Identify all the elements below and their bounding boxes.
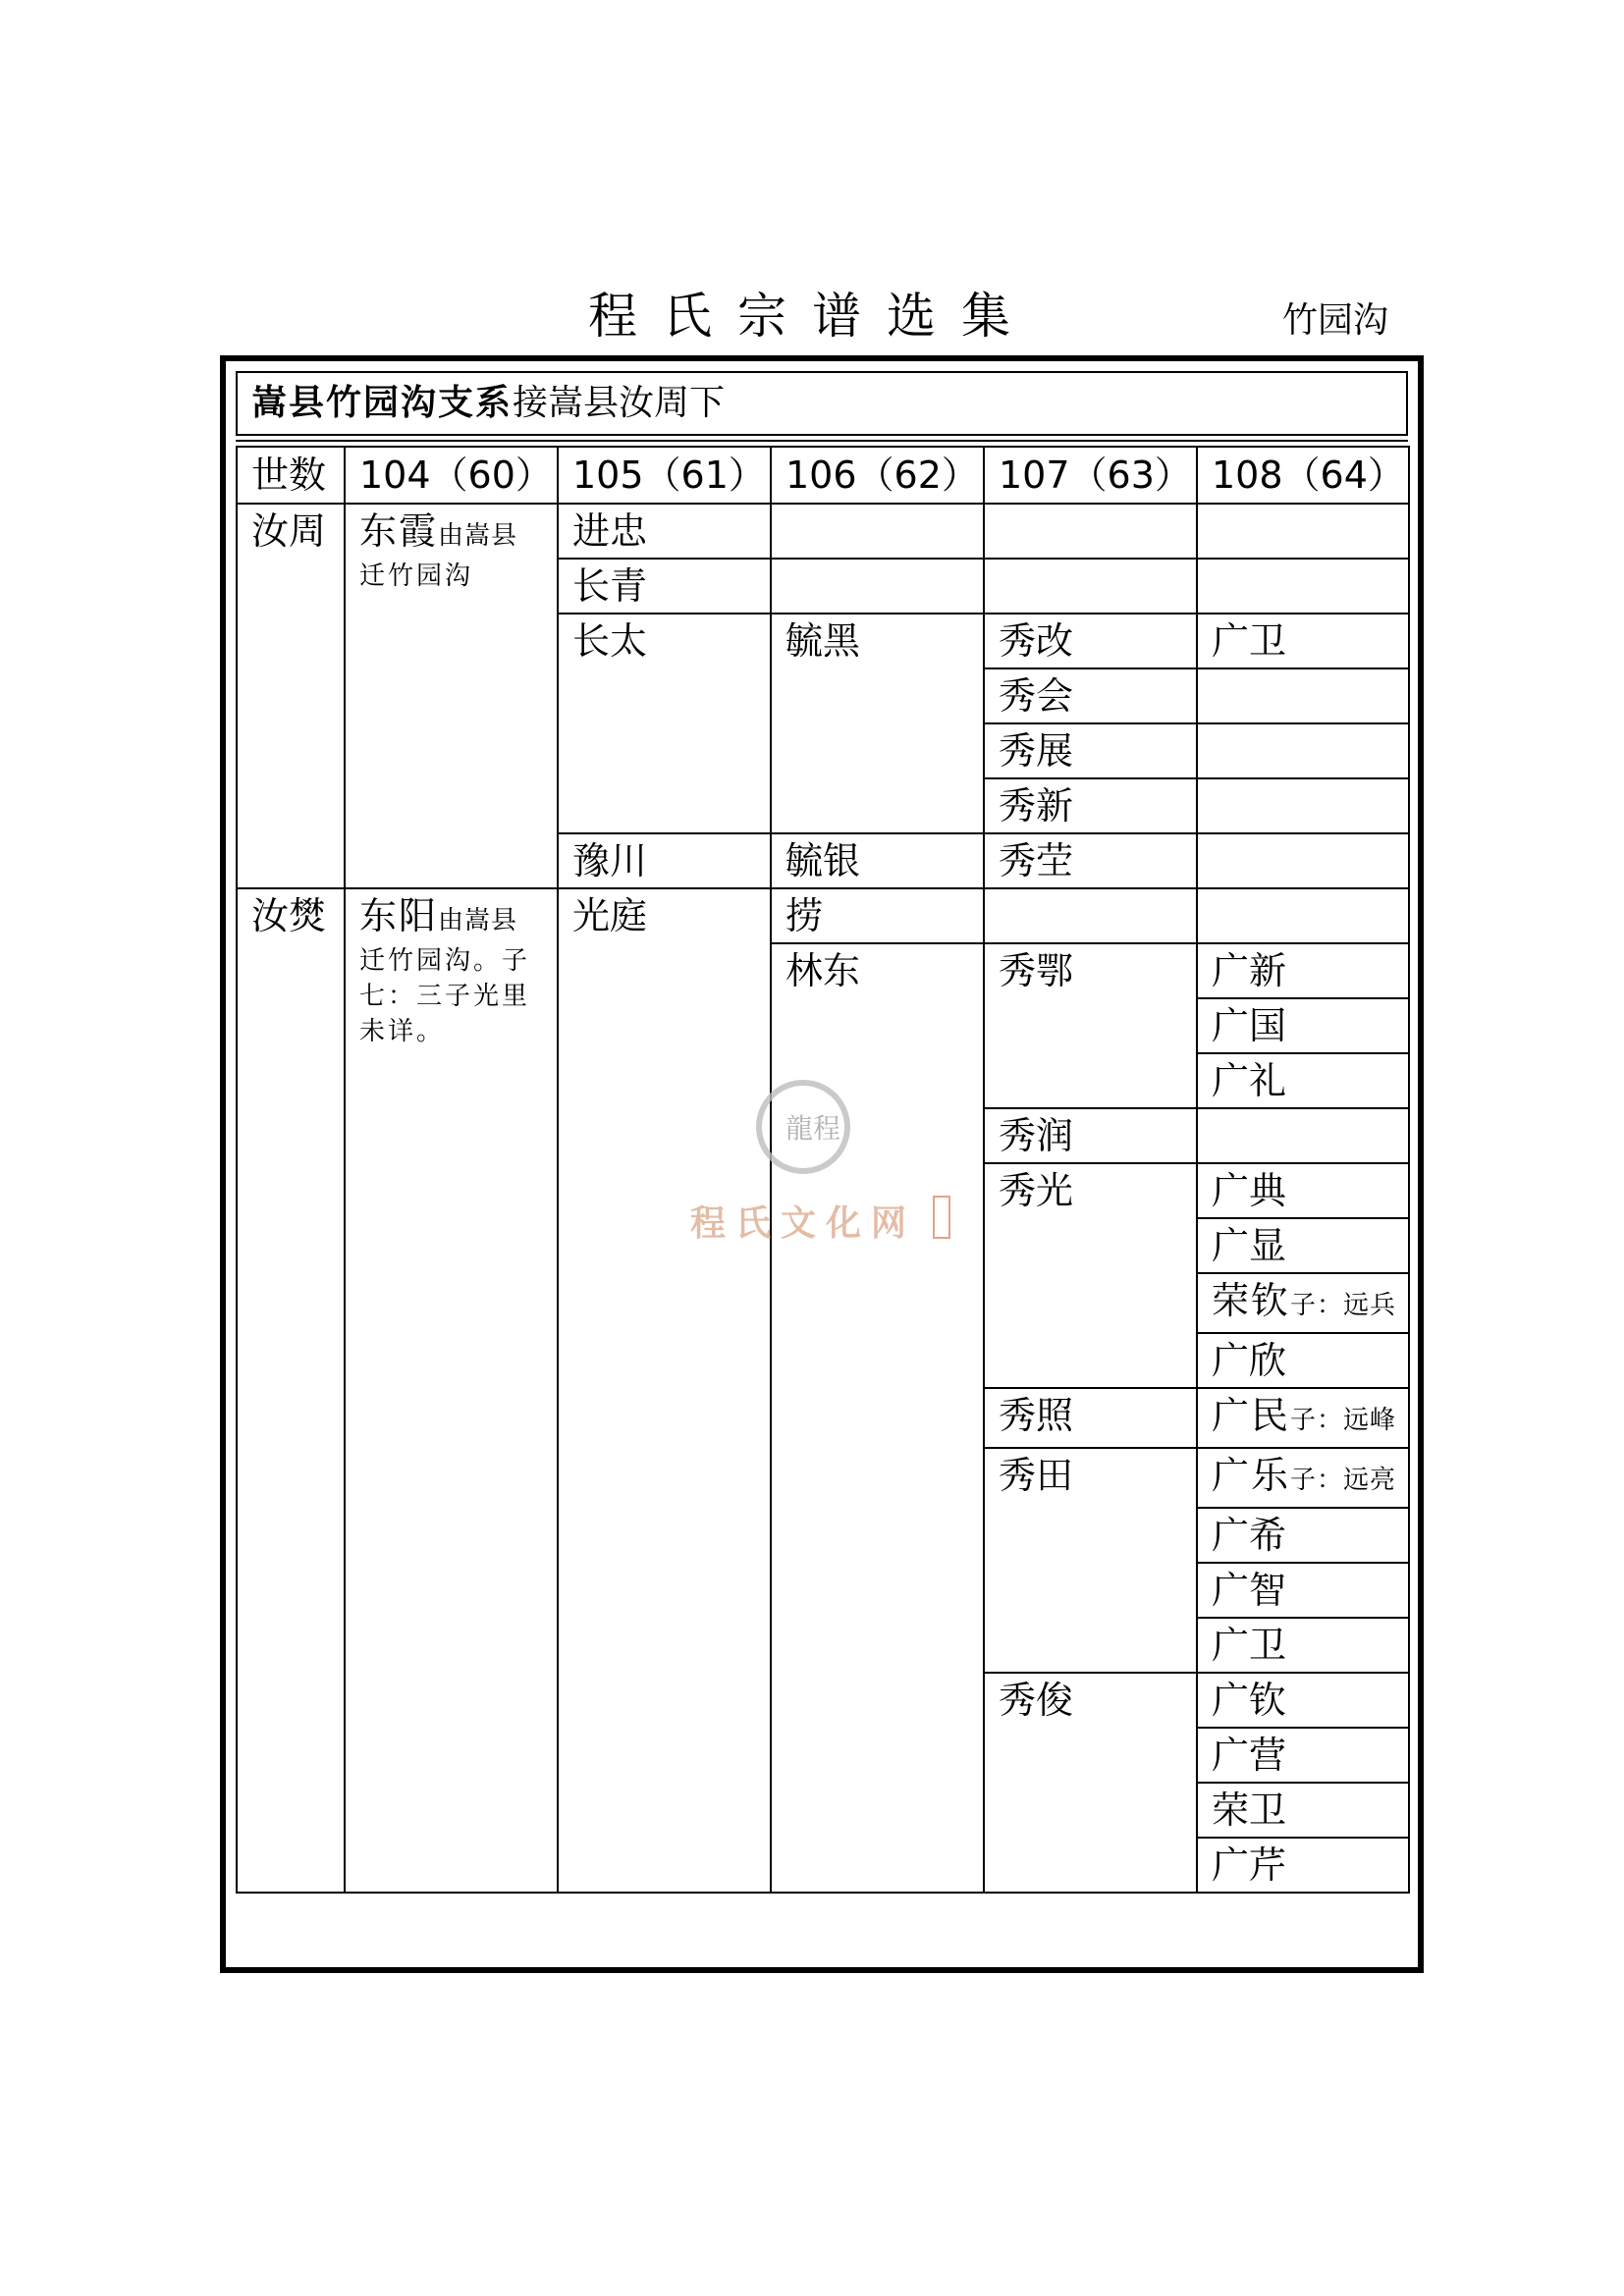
empty-cell: [1197, 833, 1409, 888]
person-cell: 秀鄂: [984, 943, 1197, 1108]
person-cell: 秀俊: [984, 1673, 1197, 1893]
person-cell: 广钦: [1197, 1673, 1409, 1728]
page-corner-label: 竹园沟: [1282, 300, 1389, 341]
person-cell: 秀展: [984, 723, 1197, 778]
branch-banner: [236, 371, 1408, 436]
person-name: 东霞: [359, 509, 439, 553]
person-cell: 广显: [1197, 1218, 1409, 1273]
person-cell: 秀光: [984, 1163, 1197, 1388]
branch2-root: [345, 888, 558, 1893]
person-note: 由嵩县: [438, 906, 518, 935]
watermark-seal-chars: 龍程: [785, 1112, 841, 1145]
empty-cell: [984, 559, 1197, 614]
person-note: 子：远峰: [1290, 1406, 1397, 1435]
person-cell: [1197, 1388, 1409, 1448]
person-name: 东阳: [359, 894, 439, 937]
branch1-root: [345, 504, 558, 888]
person-cell: 秀润: [984, 1108, 1197, 1163]
header-generation: 世数: [237, 447, 345, 504]
person-cell: 广国: [1197, 998, 1409, 1053]
empty-cell: [1197, 668, 1409, 723]
person-note: 子：远亮: [1290, 1466, 1397, 1495]
person-cell: 广营: [1197, 1728, 1409, 1783]
person-cell: [1197, 1448, 1409, 1508]
header-gen-105: 105（61）: [558, 447, 771, 504]
person-name: 广民: [1212, 1394, 1291, 1437]
branch-link: 接嵩县汝周下: [513, 383, 726, 423]
person-cell: 广礼: [1197, 1053, 1409, 1108]
person-cell: 秀茔: [984, 833, 1197, 888]
person-cell: 广卫: [1197, 1618, 1409, 1673]
person-cell: 荣卫: [1197, 1783, 1409, 1838]
person-cell: 长太: [558, 614, 771, 833]
divider: [236, 440, 1408, 442]
person-cell: 秀新: [984, 778, 1197, 833]
person-cell: 豫川: [558, 833, 771, 888]
person-cell: 林东: [771, 943, 984, 1893]
empty-cell: [1197, 723, 1409, 778]
watermark-seal: [756, 1080, 850, 1174]
empty-cell: [1197, 504, 1409, 559]
person-cell: 广智: [1197, 1563, 1409, 1618]
person-cell: 秀照: [984, 1388, 1197, 1448]
person-name: 荣钦: [1212, 1279, 1291, 1322]
person-cell: 毓银: [771, 833, 984, 888]
empty-cell: [771, 559, 984, 614]
empty-cell: [1197, 778, 1409, 833]
page-title: 程氏宗谱选集: [588, 288, 1036, 345]
person-note: 迁竹园沟: [359, 561, 474, 591]
person-cell: 广芹: [1197, 1838, 1409, 1893]
branch-title: 嵩县竹园沟支系: [251, 383, 514, 423]
branch2-gen-label: 汝燓: [237, 888, 345, 1893]
person-cell: 捞: [771, 888, 984, 943]
person-cell: 进忠: [558, 504, 771, 559]
watermark-text: 程氏文化网: [690, 1203, 917, 1244]
person-cell: [1197, 1273, 1409, 1333]
person-cell: 秀田: [984, 1448, 1197, 1673]
person-cell: 广新: [1197, 943, 1409, 998]
empty-cell: [1197, 559, 1409, 614]
header-gen-106: 106（62）: [771, 447, 984, 504]
person-cell: 广典: [1197, 1163, 1409, 1218]
header-gen-104: 104（60）: [345, 447, 558, 504]
empty-cell: [771, 504, 984, 559]
person-cell: 广欣: [1197, 1333, 1409, 1388]
header-gen-107: 107（63）: [984, 447, 1197, 504]
person-cell: 广希: [1197, 1508, 1409, 1563]
header-row: [237, 447, 1409, 504]
person-cell: 光庭: [558, 888, 771, 1893]
empty-cell: [1197, 1108, 1409, 1163]
person-note: 由嵩县: [438, 521, 518, 551]
empty-cell: [984, 888, 1197, 943]
empty-cell: [984, 504, 1197, 559]
empty-cell: [1197, 888, 1409, 943]
person-note: 子：远兵: [1290, 1291, 1397, 1320]
person-name: 广乐: [1212, 1454, 1291, 1497]
person-cell: 毓黑: [771, 614, 984, 833]
person-cell: 秀改: [984, 614, 1197, 668]
header-gen-108: 108（64）: [1197, 447, 1409, 504]
branch1-gen-label: 汝周: [237, 504, 345, 888]
person-cell: 长青: [558, 559, 771, 614]
watermark-stamp: [933, 1196, 950, 1239]
person-note: 迁竹园沟。子七：三子光里未详。: [359, 946, 531, 1046]
person-cell: 秀会: [984, 668, 1197, 723]
person-cell: 广卫: [1197, 614, 1409, 668]
